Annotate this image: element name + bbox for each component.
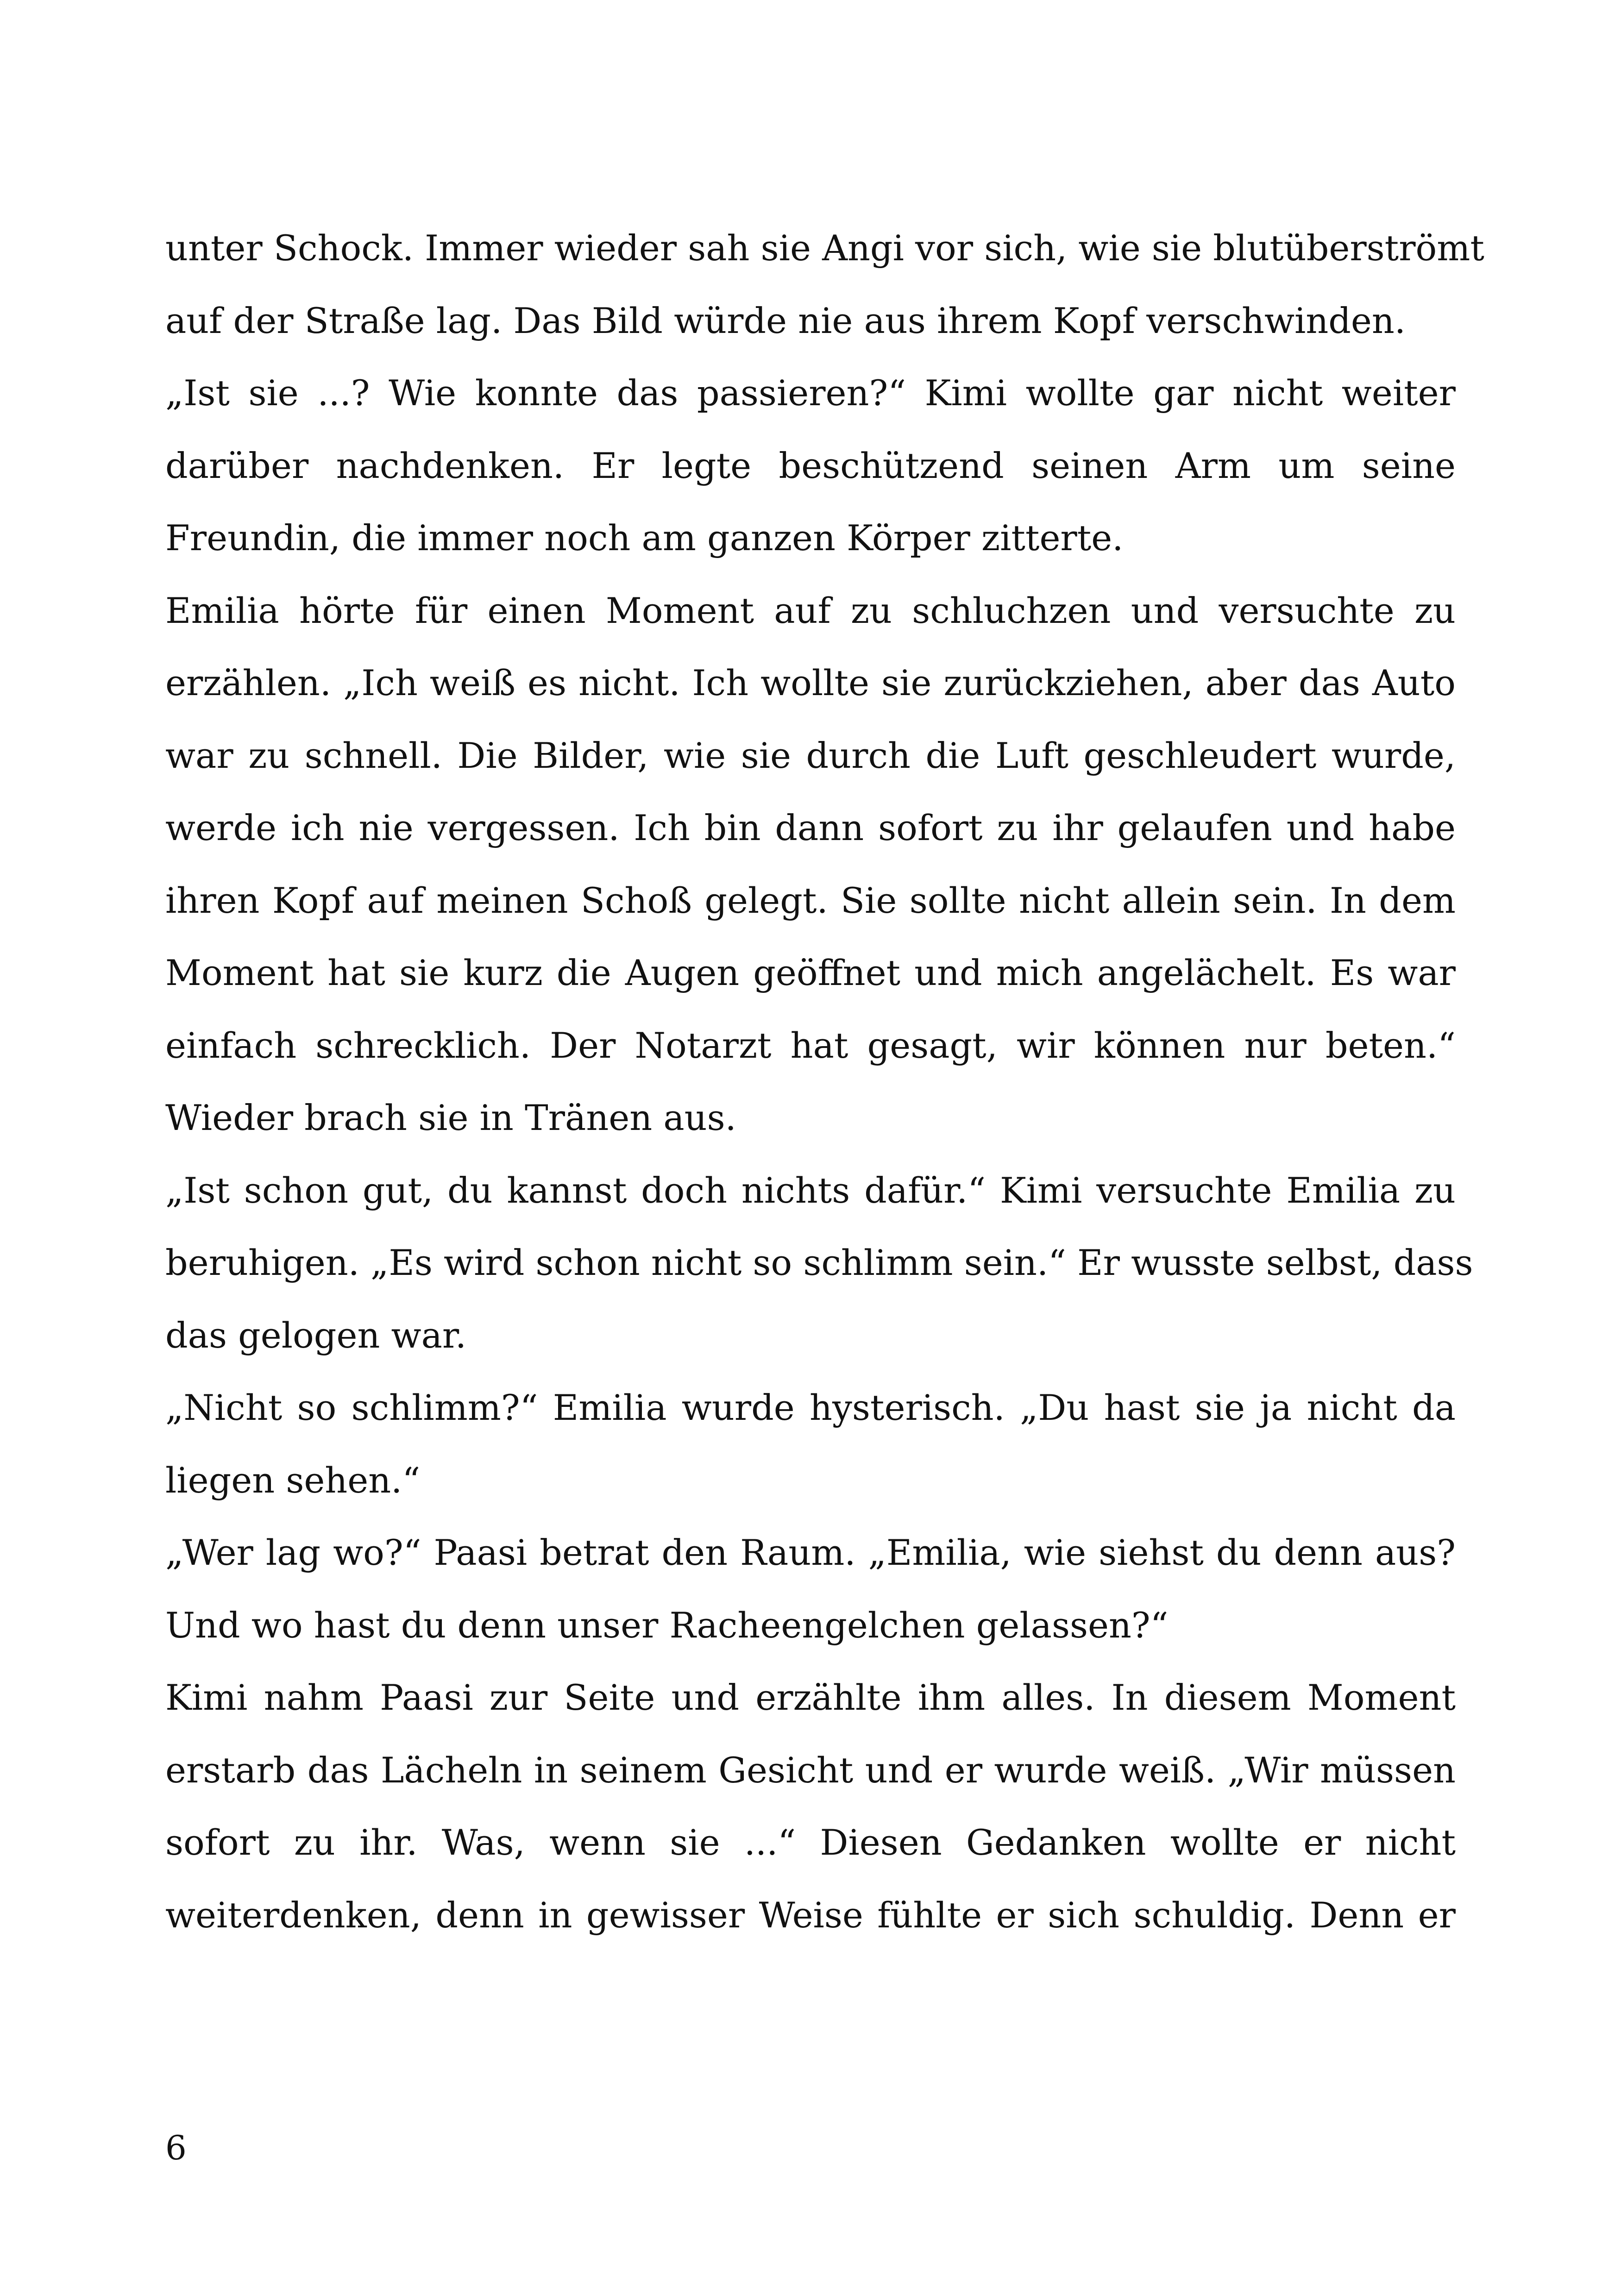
- text-line: sofort zu ihr. Was, wenn sie ...“ Diesen Gedanken wollte er nicht: [165, 1822, 1456, 1863]
- text-line: Kimi nahm Paasi zur Seite und erzählte ihm alles. In diesem Moment: [165, 1677, 1456, 1718]
- text-line: Emilia hörte für einen Moment auf zu schluchzen und versuchte zu: [165, 590, 1456, 631]
- text-line: weiterdenken, denn in gewisser Weise fühlte er sich schuldig. Denn er: [165, 1894, 1456, 1936]
- text-line: war zu schnell. Die Bilder, wie sie durch die Luft geschleudert wurde,: [165, 734, 1456, 776]
- text-line: erstarb das Lächeln in seinem Gesicht und er wurde weiß. „Wir müssen: [165, 1749, 1456, 1791]
- text-line: „Wer lag wo?“ Paasi betrat den Raum. „Emilia, wie siehst du denn aus?: [165, 1532, 1456, 1573]
- text-line: einfach schrecklich. Der Notarzt hat gesagt, wir können nur beten.“: [165, 1024, 1456, 1066]
- text-line: Wieder brach sie in Tränen aus.: [165, 1097, 736, 1138]
- text-line: „Nicht so schlimm?“ Emilia wurde hysterisch. „Du hast sie ja nicht da: [165, 1387, 1456, 1428]
- text-line: liegen sehen.“: [165, 1459, 421, 1501]
- page-number: 6: [165, 2128, 187, 2167]
- text-line: Moment hat sie kurz die Augen geöffnet und mich angelächelt. Es war: [165, 952, 1456, 993]
- text-line: ihren Kopf auf meinen Schoß gelegt. Sie sollte nicht allein sein. In dem: [165, 879, 1456, 921]
- text-line: darüber nachdenken. Er legte beschützend seinen Arm um seine: [165, 445, 1456, 486]
- body-text: [165, 212, 1484, 1951]
- text-line: erzählen. „Ich weiß es nicht. Ich wollte sie zurückziehen, aber das Auto: [165, 662, 1456, 703]
- text-line: Freundin, die immer noch am ganzen Körper zitterte.: [165, 517, 1124, 558]
- text-line: Und wo hast du denn unser Racheengelchen gelassen?“: [165, 1604, 1169, 1646]
- text-line: das gelogen war.: [165, 1314, 467, 1356]
- text-line: unter Schock. Immer wieder sah sie Angi vor sich, wie sie blutüberströmt: [165, 227, 1484, 269]
- text-line: „Ist schon gut, du kannst doch nichts dafür.“ Kimi versuchte Emilia zu: [165, 1169, 1456, 1211]
- text-line: „Ist sie ...? Wie konnte das passieren?“ Kimi wollte gar nicht weiter: [165, 372, 1456, 414]
- text-line: werde ich nie vergessen. Ich bin dann sofort zu ihr gelaufen und habe: [165, 807, 1456, 848]
- text-line: beruhigen. „Es wird schon nicht so schlimm sein.“ Er wusste selbst, dass: [165, 1242, 1473, 1283]
- text-line: auf der Straße lag. Das Bild würde nie aus ihrem Kopf verschwinden.: [165, 300, 1406, 341]
